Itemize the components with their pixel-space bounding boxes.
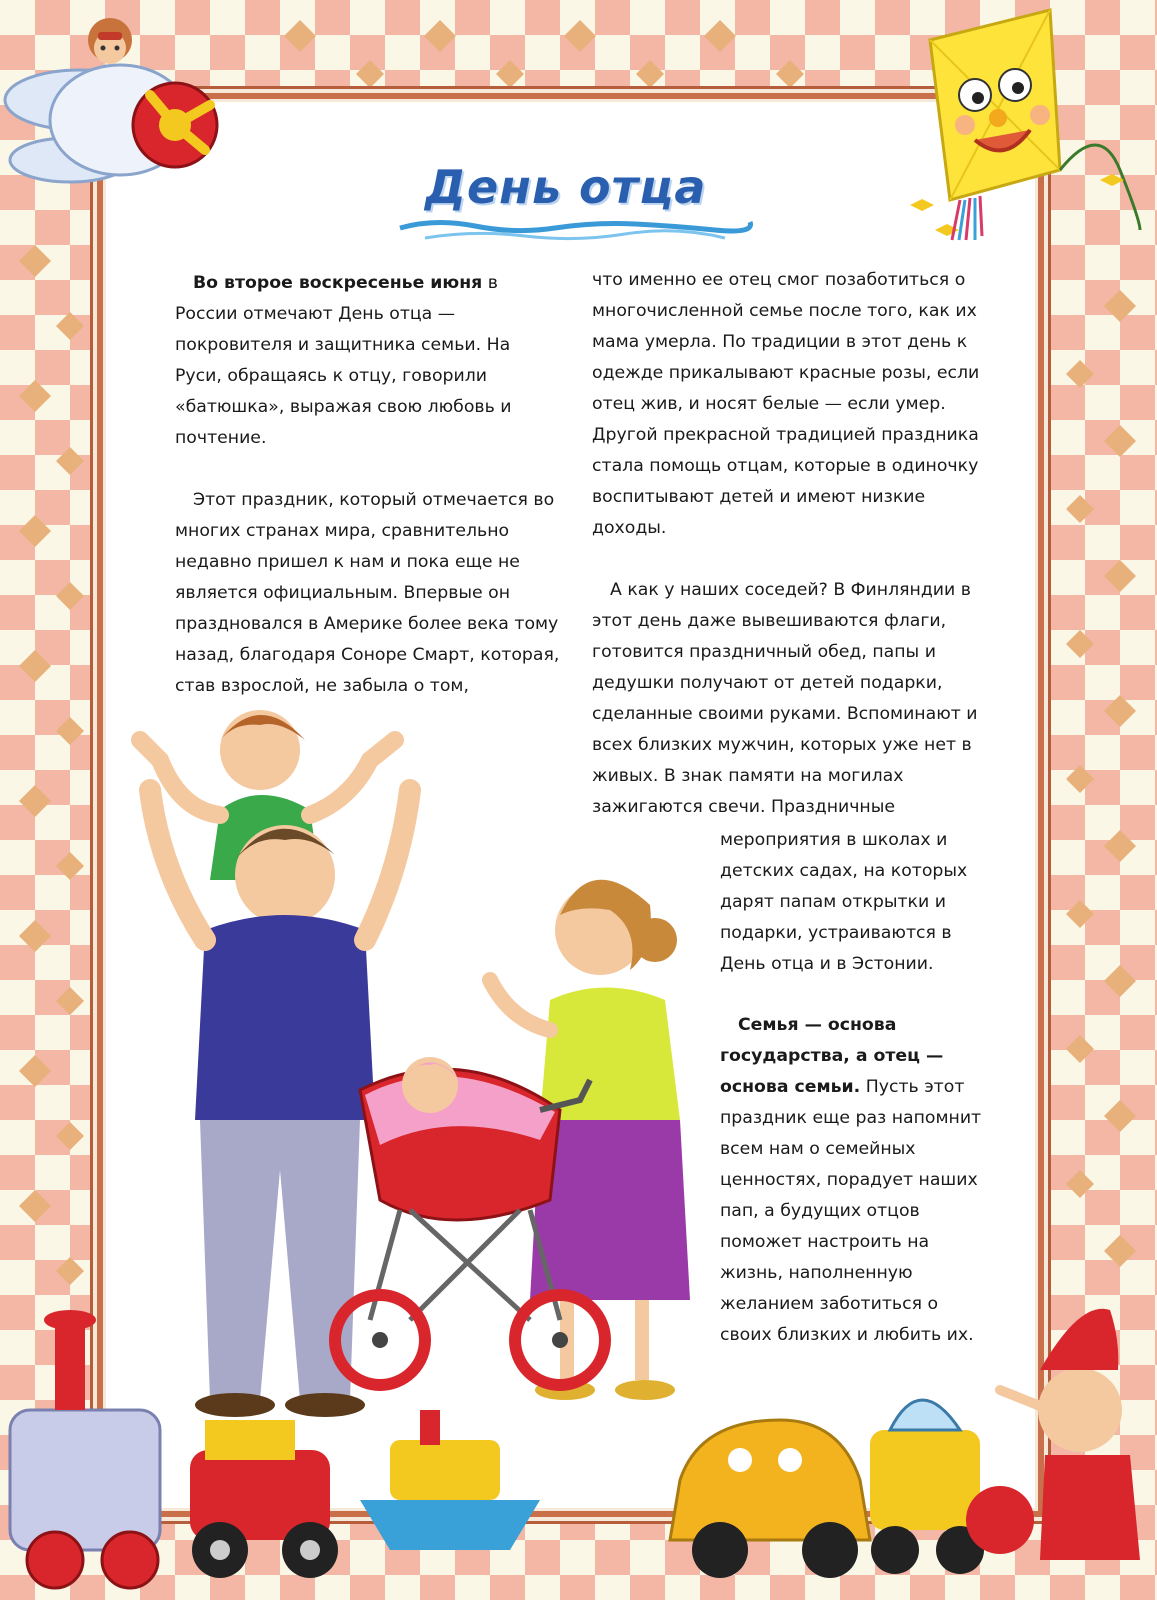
title-wave-underline [395,208,755,248]
title-block [395,160,755,250]
paragraph-1-text: в России отмечают День отца — покровителя и защитника семьи. На Руси, обращаясь к отцу, говорили «батюшка», выражая свою любовь и почтение. [175,273,512,448]
paragraph-1 [175,268,560,454]
smiling-kite-illustration [900,0,1157,250]
page-title: День отца [425,160,707,214]
paragraph-2: Этот праздник, который отмечается во многих странах мира, сравнительно недавно пришел к нам и пока еще не является официальным. Впервые он праздновался в Америке более века тому назад, благодаря Соноре Смарт, которая, став взрослой, не забыла о том, [175,490,560,696]
paragraph-3-continued: мероприятия в школах и детских садах, на которых дарят папам открытки и подарки, устраиваются в День отца и в Эстонии. [720,830,968,974]
paragraph-4-bold: Семья — основа государства, а отец — основа семьи. [720,1015,944,1097]
paragraph-4-text: Пусть этот праздник еще раз напомнит всем нам о семейных ценностях, порадует наших пап, а будущих отцов поможет настроить на жизнь, наполненную желанием заботиться о своих близких и любить их. [720,1077,982,1345]
left-text-column [175,268,560,702]
toys-illustration [0,1300,1157,1600]
right-text-wrap-column [720,825,990,980]
paragraph-1-bold: Во второе воскресенье июня [193,273,483,293]
paragraph-2-continued: что именно ее отец смог позаботиться о многочисленной семье после того, как их мама умерла. По традиции в этот день к одежде прикалывают красные розы, если отец жив, и носят белые — если умер. Другой прекрасной традицией праздника стала помощь отцам, которые в одиночку воспитывают детей и имеют низкие доходы. [592,270,980,538]
toy-airplane-illustration [0,0,240,220]
paragraph-3: А как у наших соседей? В Финляндии в этот день даже вывешиваются флаги, готовится праздничный обед, папы и дедушки получают от детей подарки, сделанные своими руками. Вспоминают и всех близких мужчин, которых уже нет в живых. В знак памяти на могилах зажигаются свечи. Праздничные [592,580,978,817]
